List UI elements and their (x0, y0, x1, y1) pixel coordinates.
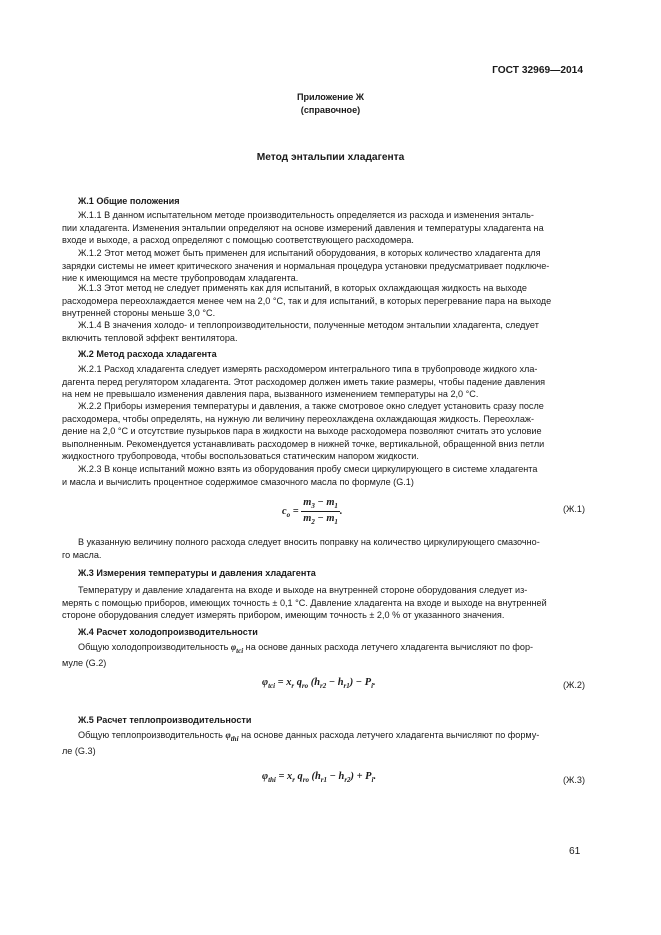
appendix-subtitle: (справочное) (300, 105, 361, 115)
formula-fraction: $\frac{m_3 - m_1}{m_2 - m_1}$ (303, 497, 338, 527)
equation-number-3: (Ж.3) (562, 775, 585, 785)
text-line: го масла. (62, 549, 102, 560)
text-fragment: на основе данных расхода летучего хладагента вычисляют по форму- (241, 730, 540, 740)
section-title-4: Ж.4 Расчет холодопроизводительности (78, 627, 258, 637)
text-line: Ж.1.4 В значения холодо- и теплопроизводительности, полученные методом энтальпии хладагента, следует (78, 320, 539, 330)
formula-g3: $\varphi_{thi} = x_r$ $q_{ro}$ $(h_{r1} - h_{r2}) + P_i$. (262, 771, 377, 785)
text-line: стороне оборудования следует измерять прибором, имеющим точность ± 2,0 % от указанного значения. (62, 610, 505, 621)
text-line: муле (G.2) (62, 658, 107, 669)
paragraph-3-1 (62, 584, 585, 622)
text-fragment: Общую теплопроизводительность (78, 730, 223, 740)
text-fragment: Общую холодопроизводительность (78, 642, 229, 652)
phi-symbol: $\varphi_{thi}$ (225, 730, 239, 743)
paragraph-1-1 (62, 209, 585, 247)
text-line: Температуру и давление хладагента на входе и выходе на внутренней стороне оборудования следует из- (78, 585, 528, 595)
text-line: внутренней стороны меньше 3,0 °С. (62, 308, 216, 319)
formula-g1: $c_o$ = $\frac{m_3 - m_1}{m_2 - m_1}$ . (282, 497, 343, 527)
text-fragment: на основе данных расхода летучего хладагента вычисляют по фор- (245, 642, 534, 652)
text-line: расходомера переохлаждается менее чем на 2,0 °С, так и для испытаний, в которых перегревание пара на выходе (62, 295, 552, 306)
equation-number-1: (Ж.1) (562, 504, 585, 514)
text-line: входе и выходе, а расход определяют с помощью соответствующего расходомера. (62, 235, 414, 246)
section-title-2: Ж.2 Метод расхода хладагента (78, 349, 217, 359)
standard-number: ГОСТ 32969—2014 (492, 65, 583, 76)
text-line (62, 729, 585, 745)
paragraph-1-2 (62, 247, 585, 285)
paragraph-2-4 (62, 536, 585, 561)
page-number: 61 (569, 846, 581, 857)
equation-number-2: (Ж.2) (562, 680, 585, 690)
text-line: ние к имеющимся на месте трубопроводам хладагента. (62, 273, 299, 284)
section-title-3: Ж.3 Измерения температуры и давления хладагента (78, 568, 316, 578)
text-line: Ж.1.1 В данном испытательном методе производительность определяется из расхода и изменения энталь- (78, 210, 534, 220)
text-line: мерять с помощью приборов, имеющих точность ± 0,1 °С. Давление хладагента на входе и выходе на внутренней (62, 597, 547, 608)
text-line: Ж.2.3 В конце испытаний можно взять из оборудования пробу смеси циркулирующего в системе хладагента (78, 464, 538, 474)
appendix-heading: Метод энтальпии хладагента (256, 152, 405, 163)
text-line: дение на 2,0 °С и отсутствие пузырьков пара в жидкости на выходе расходомера позволяют считать это условие (62, 426, 542, 437)
text-line: включить тепловой эффект вентилятора. (62, 332, 238, 343)
text-line: жидкостного трубопровода, чтобы воспользоваться статическим напором жидкости. (62, 451, 419, 462)
paragraph-5-1 (62, 729, 585, 758)
text-line: Ж.2.2 Приборы измерения температуры и давления, а также смотровое окно следует установить сразу после (78, 401, 544, 411)
appendix-title: Приложение Ж (296, 92, 365, 102)
text-line: Ж.1.3 Этот метод не следует применять как для испытаний, в которых охлаждающая жидкость на выходе (78, 283, 527, 293)
text-line: расходомера, чтобы определять, на нужную ли величину переохлаждена охлаждающая жидкость. Переохлаж- (62, 413, 534, 424)
paragraph-2-3 (62, 463, 585, 488)
formula-g2: $\varphi_{tci} = x_r$ $q_{ro}$ $(h_{r2} - h_{r1}) - P_i$. (262, 677, 376, 691)
text-line: и масла и вычислить процентное содержимое смазочного масла по формуле (G.1) (62, 476, 414, 487)
text-line: дагента перед регулятором хладагента. Этот расходомер должен иметь такие размеры, чтобы падение давления (62, 376, 546, 387)
text-line (62, 641, 585, 657)
text-line: Ж.1.2 Этот метод может быть применен для испытаний оборудования, в которых количество хладагента для (78, 248, 541, 258)
paragraph-4-1 (62, 641, 585, 670)
section-title-1: Ж.1 Общие положения (78, 196, 180, 206)
text-line: ле (G.3) (62, 746, 96, 757)
text-line: В указанную величину полного расхода следует вносить поправку на количество циркулирующего смазочно- (78, 537, 540, 547)
paragraph-2-2 (62, 400, 585, 463)
section-title-5: Ж.5 Расчет теплопроизводительности (78, 715, 252, 725)
text-line: Ж.2.1 Расход хладагента следует измерять расходомером интегрального типа в трубопроводе жидкого хла- (78, 364, 538, 374)
text-line: на нем не превышало изменения давления пара, вызванного изменением температуры на 2,0 °С. (62, 389, 479, 400)
paragraph-1-4 (62, 319, 585, 344)
text-line: пии хладагента. Изменения энтальпии определяют на основе измерений давления и температуры хладагента на (62, 222, 544, 233)
paragraph-1-3 (62, 282, 585, 320)
text-line: выполненным. Рекомендуется устанавливать расходомер в нижней точке, вертикальной, обращенной вниз петли (62, 438, 545, 449)
paragraph-2-1 (62, 363, 585, 401)
phi-symbol: $\varphi_{tci}$ (230, 642, 244, 655)
text-line: зарядки системы не имеет критического значения и нормальная процедура установки предусматривает подключе- (62, 260, 550, 271)
